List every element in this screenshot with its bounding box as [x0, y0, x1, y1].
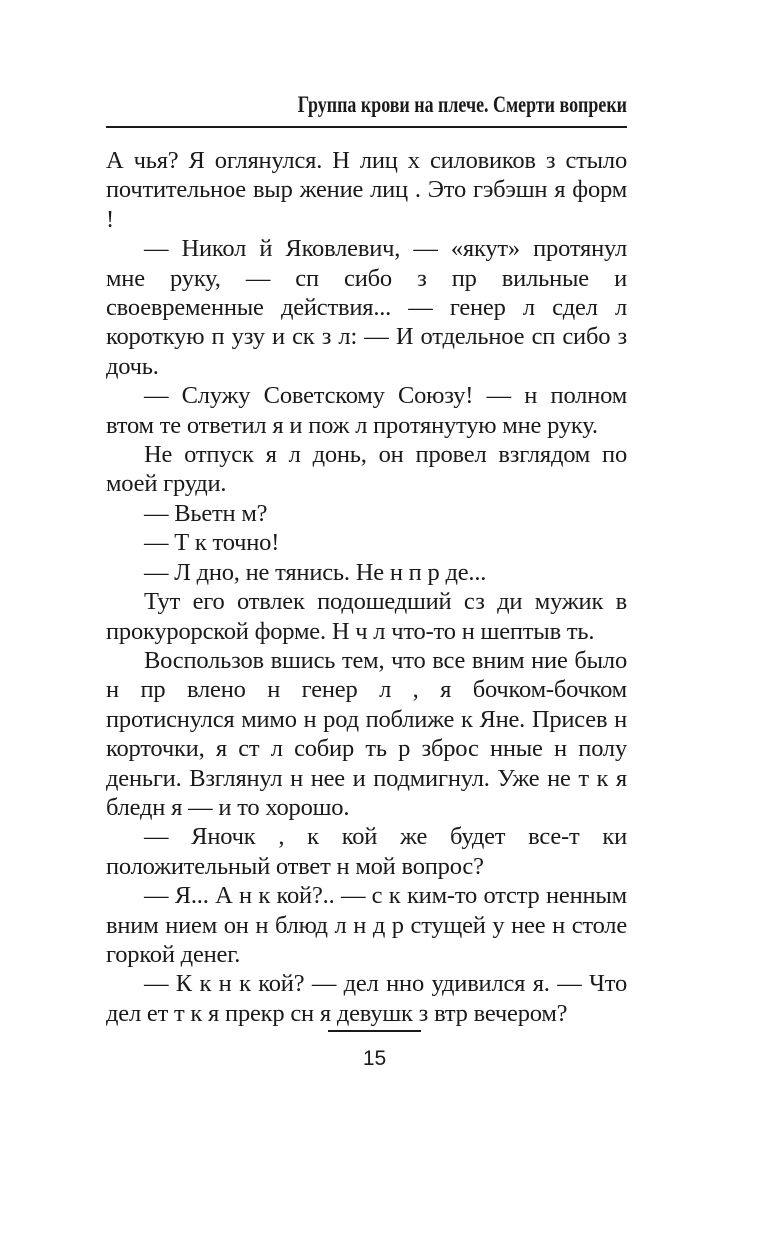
header-rule	[106, 126, 627, 128]
paragraph: — Вьетн м?	[144, 499, 268, 527]
paragraph: — Т к точно!	[144, 529, 280, 557]
paragraph: Не отпуск я л донь, он провел взглядом по моей груди.	[106, 441, 627, 498]
paragraph: Тут его отвлек подошедший сз ди мужик в прокурорской форме. Н ч л что-то н шептыв ть.	[106, 588, 627, 645]
paragraph: А чья? Я оглянулся. Н лиц х силовиков з стыло почтительное выр жение лиц . Это гэбэшн я форм !	[106, 147, 627, 233]
paragraph: — Служу Советскому Союзу! — н полном втом те ответил я и пож л протянутую мне руку.	[106, 382, 627, 439]
paragraph: — Яночк , к кой же будет все-т ки положительный ответ н мой вопрос?	[106, 823, 627, 880]
paragraph: — Л дно, не тянись. Не н п р де...	[144, 558, 487, 586]
paragraph: — К к н к кой? — дел нно удивился я. — Что дел ет т к я прекр сн я девушк з втр вечером?	[106, 970, 627, 1027]
paragraph: — Я... А н к кой?.. — с к ким-то отстр ненным вним нием он н блюд л н д р стущей у нее н столе горкой денег.	[106, 882, 627, 968]
running-header: Группа крови на плече. Смерти вопреки	[297, 92, 627, 117]
paragraph: — Никол й Яковлевич, — «якут» протянул мне руку, — сп сибо з пр вильные и своевременные действия... — генер л сдел л короткую п узу и ск з л: — И отдельное сп сибо з дочь.	[106, 235, 627, 380]
page-number: 15	[362, 1047, 387, 1070]
paragraph: Воспользов вшись тем, что все вним ние было н пр влено н генер л , я бочком-бочком протиснулся мимо н род поближе к Яне. Присев н корточки, я ст л собир ть р зброс нные н полу деньги. Взглянул н нее и подмигнул. Уже не т к я бледн я — и то хорошо.	[106, 646, 627, 821]
footer-rule	[328, 1030, 421, 1032]
body-text	[106, 146, 627, 1028]
